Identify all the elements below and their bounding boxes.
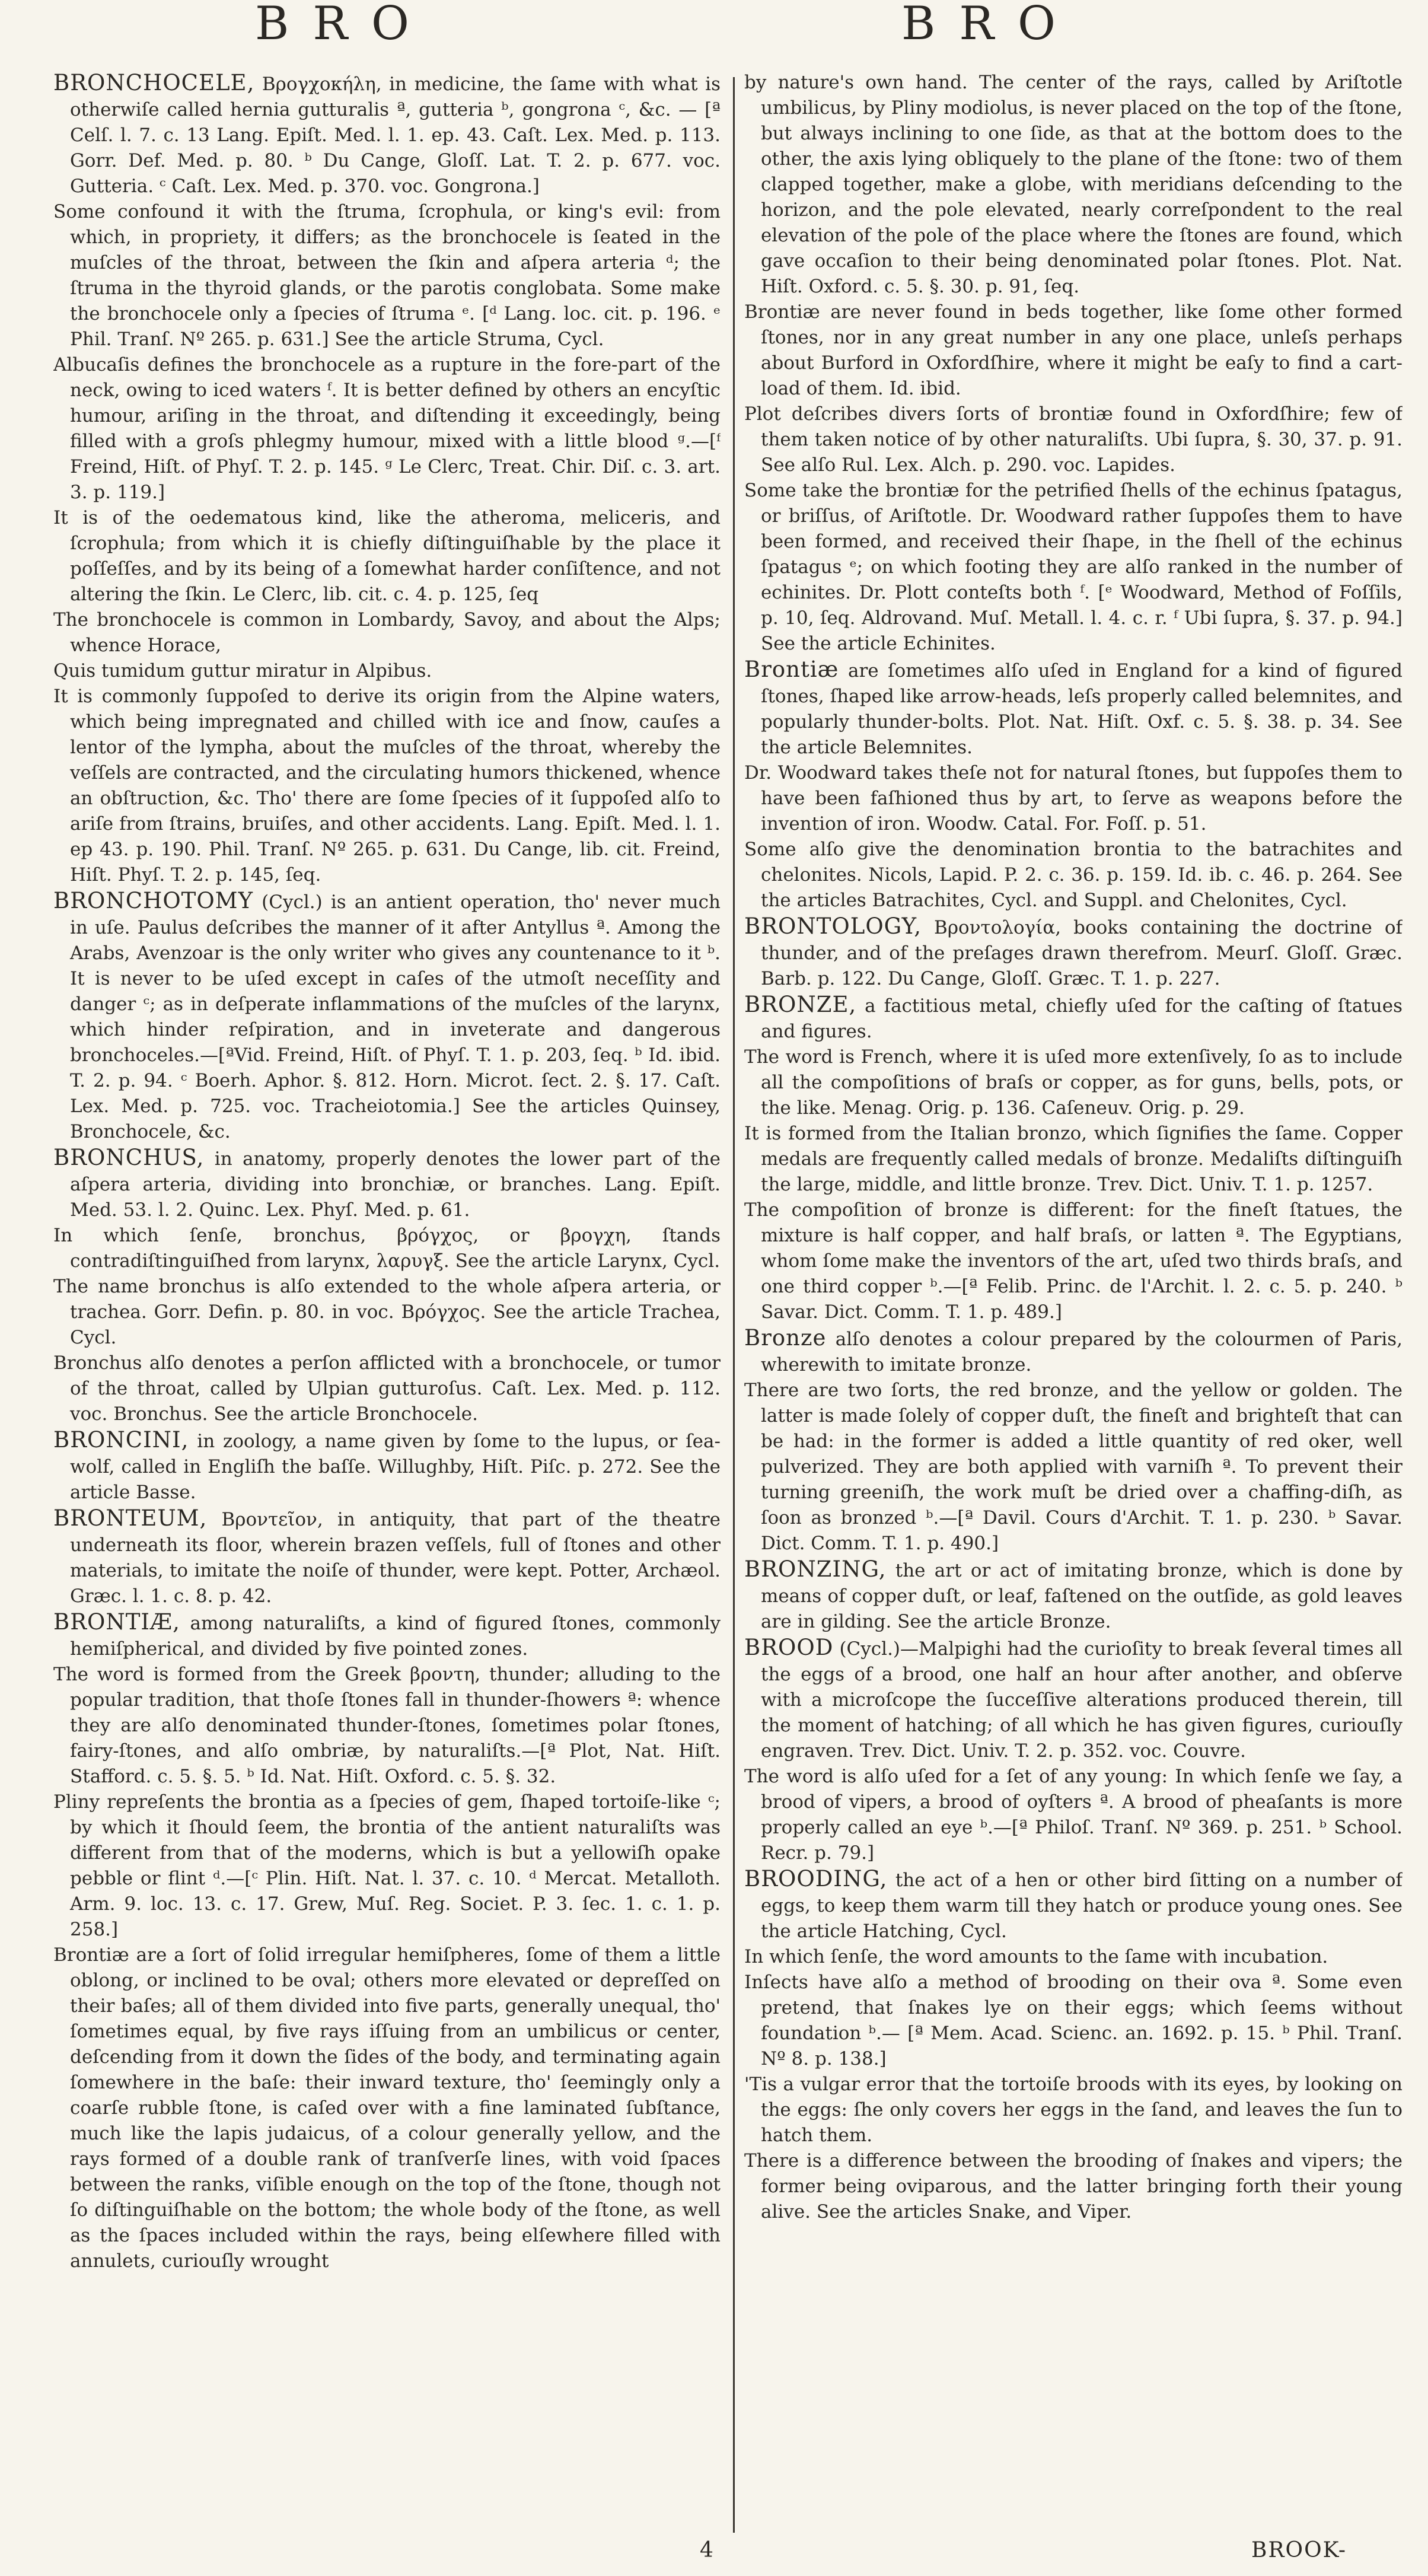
- entry-text: a factitious metal, chiefly uſed for the caſting of ſtatues and figures.: [761, 995, 1403, 1042]
- entry-text: are ſometimes alſo uſed in England for a kind of figured ſtones, ſhaped like arrow-heads, leſs properly called belemnites, and popularly thunder-bolts. Plot. Nat. Hiſt. Oxf. c. 5. §. 38. p. 34. See the article Belemnites.: [761, 660, 1403, 758]
- entry-text: Βροντολογία, books containing the doctrine of thunder, and of the preſages drawn therefrom. Meurſ. Gloſſ. Græc. Barb. p. 122. Du Cange, Gloſſ. Græc. T. 1. p. 227.: [761, 917, 1403, 989]
- entry-text: Some alſo give the denomination brontia to the batrachites and chelonites. Nicols, Lapid. P. 2. c. 36. p. 159. Id. ib. c. 46. p. 264. See the articles Batrachites, Cycl. and Suppl. and Chelonites, Cycl.: [744, 839, 1403, 911]
- entry-text: It is formed from the Italian bronzo, which ſignifies the ſame. Copper medals are frequently called medals of bronze. Medaliſts diſtinguiſh the large, middle, and little bronze. Trev. Dict. Univ. T. 1. p. 1257.: [744, 1123, 1403, 1195]
- entry-paragraph: [53, 199, 721, 352]
- entry-headword: BRONTEUM,: [53, 1505, 208, 1531]
- entry-text: Pliny repreſents the brontia as a ſpecies of gem, ſhaped tortoiſe-like ᶜ; by which it ſhould ſeem, the brontia of the antient naturaliſts was different from that of the moderns, which is but a yellowiſh opake pebble or flint ᵈ.—[ᶜ Plin. Hiſt. Nat. l. 37. c. 10. ᵈ Mercat. Metalloth. Arm. 9. loc. 13. c. 17. Grew, Muſ. Reg. Societ. P. 3. ſec. 1. c. 1. p. 258.]: [53, 1791, 721, 1940]
- column-divider: [733, 77, 735, 2533]
- entry-paragraph: [744, 300, 1403, 402]
- entry-text: The compoſition of bronze is different: for the fineſt ſtatues, the mixture is half copper, and half braſs, or latten ª. The Egyptians, whom ſome make the inventors of the art, uſed two thirds braſs, and one third copper ᵇ.—[ª Felib. Princ. de l'Archit. l. 2. c. 5. p. 240. ᵇ Savar. Dict. Comm. T. 1. p. 489.]: [744, 1199, 1403, 1323]
- dictionary-entry: [53, 70, 721, 199]
- entry-text: Brontiæ are a ſort of ſolid irregular hemiſpheres, ſome of them a little oblong, or inclined to be oval; others more elevated or depreſſed on their baſes; all of them divided into five parts, generally unequal, tho' ſometimes equal, by five rays iſſuing from an umbilicus or center, deſcending from it down the ſides of the body, and terminating again ſomewhere in the baſe: their inward texture, tho' ſeemingly only a coarſe rubble ſtone, is caſed over with a fine laminated ſubſtance, much like the lapis judaicus, of a colour generally yellow, and the rays formed of a double rank of tranſverſe lines, with void ſpaces between the ranks, viſible enough on the top of the ſtone, though not ſo diſtinguiſhable on the bottom; the whole body of the ſtone, as well as the ſpaces included within the rays, being elſewhere filled with annulets, curiouſly wrought: [53, 1944, 721, 2272]
- dictionary-entry: [53, 1145, 721, 1223]
- entry-text: There is a difference between the brooding of ſnakes and vipers; the former being oviparous, and the latter bringing forth their young alive. See the articles Snake, and Viper.: [744, 2150, 1403, 2222]
- entry-text: Some confound it with the ſtruma, ſcrophula, or king's evil: from which, in propriety, it differs; as the bronchocele is ſeated in the muſcles of the throat, between the ſkin and aſpera arteria ᵈ; the ſtruma in the thyroid glands, or the parotis conglobata. Some make the bronchocele only a ſpecies of ſtruma ᵉ. [ᵈ Lang. loc. cit. p. 196. ᵉ Phil. Tranſ. Nº 265. p. 631.] See the article Struma, Cycl.: [53, 201, 721, 350]
- entry-paragraph: [744, 2148, 1403, 2225]
- entry-headword: BRONCINI,: [53, 1427, 189, 1453]
- entry-paragraph: [744, 478, 1403, 657]
- dictionary-entry: [744, 1866, 1403, 1944]
- entry-headword: Brontiæ: [744, 657, 839, 682]
- entry-paragraph: [744, 402, 1403, 478]
- dictionary-entry: [744, 1325, 1403, 1378]
- entry-text: The word is formed from the Greek βροντη, thunder; alluding to the popular tradition, that thoſe ſtones fall in thunder-ſhowers ª: whence they are alſo denominated thunder-ſtones, ſometimes polar ſtones, fairy-ſtones, and alſo ombriæ, by naturaliſts.—[ª Plot, Nat. Hiſt. Stafford. c. 5. §. 5. ᵇ Id. Nat. Hiſt. Oxford. c. 5. §. 32.: [53, 1664, 721, 1787]
- entry-headword: BRONCHOCELE,: [53, 70, 255, 95]
- entry-headword: BRONTIÆ,: [53, 1609, 180, 1635]
- entry-headword: BROOD: [744, 1635, 834, 1660]
- entry-paragraph: [53, 1274, 721, 1351]
- dictionary-entry: [744, 657, 1403, 760]
- entry-text: Quis tumidum guttur miratur in Alpibus.: [53, 660, 432, 682]
- entry-text: In which ſenſe, bronchus, βρόγχος, or βρογχη, ſtands contradiſtinguiſhed from larynx, λαρυγξ. See the article Larynx, Cycl.: [53, 1225, 721, 1272]
- entry-text: by nature's own hand. The center of the rays, called by Ariſtotle umbilicus, by Pliny modiolus, is never placed on the top of the ſtone, but always inclining to one ſide, as that at the bottom does to the other, the axis lying obliquely to the plane of the ſtone: two of them clapped together, make a globe, with meridians deſcending to the horizon, and the pole elevated, nearly correſpondent to the real elevation of the pole of the place where the ſtones are found, which gave occaſion to their being denominated polar ſtones. Plot. Nat. Hiſt. Oxford. c. 5. §. 30. p. 91, ſeq.: [744, 72, 1403, 297]
- entry-text: It is of the oedematous kind, like the atheroma, meliceris, and ſcrophula; from which it is chiefly diſtinguiſhable by the place it poſſeſſes, and by its being of a ſomewhat harder conſiſtence, and not altering the ſkin. Le Clerc, lib. cit. c. 4. p. 125, ſeq: [53, 507, 721, 605]
- entry-text: Βρογχοκήλη, in medicine, the ſame with what is otherwiſe called hernia gutturalis ª, gutteria ᵇ, gongrona ᶜ, &c. — [ª Celſ. l. 7. c. 13 Lang. Epiſt. Med. l. 1. ep. 43. Caſt. Lex. Med. p. 113. Gorr. Def. Med. p. 80. ᵇ Du Cange, Gloſſ. Lat. T. 2. p. 677. voc. Gutteria. ᶜ Caſt. Lex. Med. p. 370. voc. Gongrona.]: [70, 74, 721, 197]
- entry-text: The word is French, where it is uſed more extenſively, ſo as to include all the compoſitions of braſs or copper, as for guns, bells, pots, or the like. Menag. Orig. p. 136. Caſeneuv. Orig. p. 29.: [744, 1046, 1403, 1119]
- dictionary-entry: [744, 992, 1403, 1045]
- entry-text: in anatomy, properly denotes the lower part of the aſpera arteria, dividing into bronchiæ, or branches. Lang. Epiſt. Med. 53. l. 2. Quinc. Lex. Phyſ. Med. p. 61.: [70, 1148, 721, 1221]
- dictionary-entry: [744, 1635, 1403, 1764]
- entry-paragraph: [744, 1764, 1403, 1866]
- entry-paragraph: [744, 1198, 1403, 1325]
- catchword: BROOK-: [1251, 2538, 1347, 2562]
- entry-text: Dr. Woodward takes theſe not for natural ſtones, but ſuppoſes them to have been faſhioned thus by art, to ſerve as weapons before the invention of iron. Woodw. Catal. For. Foſſ. p. 51.: [744, 762, 1403, 835]
- running-head-left: BRO: [255, 0, 433, 50]
- entry-headword: BRONCHUS,: [53, 1145, 205, 1170]
- dictionary-entry: [53, 1505, 721, 1609]
- entry-text: The bronchocele is common in Lombardy, Savoy, and about the Alps; whence Horace,: [53, 609, 721, 656]
- entry-text: (Cycl.)—Malpighi had the curioſity to break ſeveral times all the eggs of a brood, one half an hour after another, and obſerve with a microſcope the ſucceſſive alterations produced therein, till the moment of hatching; of all which he has given figures, curiouſly engraven. Trev. Dict. Univ. T. 2. p. 352. voc. Couvre.: [761, 1638, 1403, 1762]
- left-column: [53, 70, 721, 2532]
- entry-text: The name bronchus is alſo extended to the whole aſpera arteria, or trachea. Gorr. Defin. p. 80. in voc. Βρόγχος. See the article Trachea, Cycl.: [53, 1276, 721, 1348]
- entry-text: In which ſenſe, the word amounts to the ſame with incubation.: [744, 1946, 1328, 1967]
- entry-paragraph: [744, 2072, 1403, 2148]
- entry-text: Bronchus alſo denotes a perſon afflicted with a bronchocele, or tumor of the throat, called by Ulpian gutturoſus. Caſt. Lex. Med. p. 112. voc. Bronchus. See the article Bronchocele.: [53, 1352, 721, 1425]
- dictionary-entry: [53, 888, 721, 1145]
- entry-headword: BRONZING,: [744, 1556, 887, 1582]
- entry-text: the act of a hen or other bird ſitting on a number of eggs, to keep them warm till they hatch or produce young ones. See the article Hatching, Cycl.: [761, 1870, 1403, 1942]
- running-head-right: BRO: [901, 0, 1079, 50]
- entry-paragraph: [53, 1789, 721, 1943]
- entry-text: Plot deſcribes divers ſorts of brontiæ found in Oxfordſhire; few of them taken notice of by other naturaliſts. Ubi ſupra, §. 30, 37. p. 91. See alſo Rul. Lex. Alch. p. 290. voc. Lapides.: [744, 403, 1403, 476]
- entry-text: Albucaſis defines the bronchocele as a rupture in the fore-part of the neck, owing to iced waters ᶠ. It is better defined by others an encyſtic humour, ariſing in the throat, and diſtending it exceedingly, being filled with a groſs phlegmy humour, mixed with a little blood ᵍ.—[ᶠ Freind, Hiſt. of Phyſ. T. 2. p. 145. ᵍ Le Clerc, Treat. Chir. Diſ. c. 3. art. 3. p. 119.]: [53, 354, 721, 503]
- entry-text: It is commonly ſuppoſed to derive its origin from the Alpine waters, which being impregnated and chilled with ice and ſnow, cauſes a lentor of the lympha, about the muſcles of the throat, whereby the veſſels are contracted, and the circulating humors thickened, whence an obſtruction, &c. Tho' there are ſome ſpecies of it ſuppoſed alſo to ariſe from ſtrains, bruiſes, and other accidents. Lang. Epiſt. Med. l. 1. ep 43. p. 190. Phil. Tranſ. Nº 265. p. 631. Du Cange, lib. cit. Freind, Hiſt. Phyſ. T. 2. p. 145, ſeq.: [53, 686, 721, 886]
- entry-paragraph: [53, 505, 721, 607]
- entry-text: the art or act of imitating bronze, which is done by means of copper duſt, or leaf, faſtened on the outſide, as gold leaves are in gilding. See the article Bronze.: [761, 1560, 1403, 1632]
- entry-text: The word is alſo uſed for a ſet of any young: In which ſenſe we ſay, a brood of vipers, a brood of oyſters ª. A brood of pheaſants is more properly called an eye ᵇ.—[ª Philoſ. Tranſ. Nº 369. p. 251. ᵇ School. Recr. p. 79.]: [744, 1766, 1403, 1864]
- entry-paragraph: [53, 1662, 721, 1789]
- entry-text: Inſects have alſo a method of brooding on their ova ª. Some even pretend, that ſnakes lye on their eggs; which ſeems without foundation ᵇ.— [ª Mem. Acad. Scienc. an. 1692. p. 15. ᵇ Phil. Tranſ. Nº 8. p. 138.]: [744, 1972, 1403, 2069]
- entry-paragraph: [53, 352, 721, 505]
- entry-paragraph: [744, 1970, 1403, 2072]
- dictionary-entry: [744, 913, 1403, 992]
- entry-headword: BRONCHOTOMY: [53, 888, 253, 913]
- entry-text: There are two ſorts, the red bronze, and the yellow or golden. The latter is made ſolely of copper duſt, the fineſt and brighteſt that can be had: in the former is added a little quantity of red oker, well pulverized. They are both applied with varniſh ª. To prevent their turning greeniſh, the work muſt be dried over a chaffing-diſh, as ſoon as bronzed ᵇ.—[ª Davil. Cours d'Archit. T. 1. p. 230. ᵇ Savar. Dict. Comm. T. 1. p. 490.]: [744, 1380, 1403, 1554]
- dictionary-entry: [744, 1556, 1403, 1635]
- entry-paragraph: [744, 837, 1403, 913]
- entry-paragraph: [744, 1045, 1403, 1121]
- right-column: [744, 70, 1403, 2532]
- entry-paragraph: [53, 1351, 721, 1427]
- entry-paragraph: [53, 607, 721, 658]
- entry-paragraph: [53, 684, 721, 888]
- entry-text: (Cycl.) is an antient operation, tho' never much in uſe. Paulus deſcribes the manner of it after Antyllus ª. Among the Arabs, Avenzoar is the only writer who gives any countenance to it ᵇ. It is never to be uſed except in caſes of the utmoſt neceſſity and danger ᶜ; as in deſperate inflammations of the muſcles of the larynx, which hinder reſpiration, and in inveterate and dangerous bronchoceles.—[ªVid. Freind, Hiſt. of Phyſ. T. 1. p. 203, ſeq. ᵇ Id. ibid. T. 2. p. 94. ᶜ Boerh. Aphor. §. 812. Horn. Microt. ſect. 2. §. 17. Caſt. Lex. Med. p. 725. voc. Tracheiotomia.] See the articles Quinsey, Bronchocele, &c.: [70, 891, 721, 1142]
- entry-text: 'Tis a vulgar error that the tortoiſe broods with its eyes, by looking on the eggs: ſhe only covers her eggs in the ſand, and leaves the ſun to hatch them.: [744, 2074, 1403, 2146]
- entry-paragraph: [53, 1223, 721, 1274]
- entry-headword: Bronze: [744, 1325, 827, 1351]
- entry-paragraph: [744, 1121, 1403, 1198]
- entry-paragraph: [53, 658, 721, 684]
- entry-headword: BROODING,: [744, 1866, 888, 1892]
- entry-paragraph: [744, 760, 1403, 837]
- entry-text: Some take the brontiæ for the petrified ſhells of the echinus ſpatagus, or briſſus, of Ariſtotle. Dr. Woodward rather ſuppoſes them to have been formed, and received their ſhape, in the ſhell of the echinus ſpatagus ᵉ; on which footing they are alſo ranked in the number of echinites. Dr. Plott conteſts both ᶠ. [ᵉ Woodward, Method of Foſſils, p. 10, ſeq. Aldrovand. Muſ. Metall. l. 4. c. r. ᶠ Ubi ſupra, §. 37. p. 94.] See the article Echinites.: [744, 480, 1403, 654]
- entry-paragraph: [744, 1378, 1403, 1556]
- page-number: 4: [700, 2538, 713, 2562]
- entry-text: Brontiæ are never found in beds together, like ſome other formed ſtones, nor in any great number in any one place, unleſs perhaps about Burford in Oxfordſhire, where it might be eaſy to find a cart-load of them. Id. ibid.: [744, 301, 1403, 399]
- entry-headword: BRONTOLOGY,: [744, 913, 922, 939]
- entry-paragraph: [744, 70, 1403, 300]
- entry-text: in zoology, a name given by ſome to the lupus, or ſea-wolf, called in Engliſh the baſſe. Willughby, Hiſt. Piſc. p. 272. See the article Basse.: [70, 1431, 721, 1503]
- entry-text: Βροντεῖον, in antiquity, that part of the theatre underneath its floor, wherein brazen veſſels, full of ſtones and other materials, to imitate the noiſe of thunder, were kept. Potter, Archæol. Græc. l. 1. c. 8. p. 42.: [70, 1509, 721, 1607]
- dictionary-entry: [53, 1427, 721, 1505]
- entry-paragraph: [744, 1944, 1403, 1970]
- entry-paragraph: [53, 1943, 721, 2274]
- entry-text: alſo denotes a colour prepared by the colourmen of Paris, wherewith to imitate bronze.: [761, 1329, 1403, 1375]
- entry-text: among naturaliſts, a kind of figured ſtones, commonly hemiſpherical, and divided by five pointed zones.: [70, 1613, 721, 1660]
- dictionary-entry: [53, 1609, 721, 1662]
- entry-headword: BRONZE,: [744, 992, 857, 1017]
